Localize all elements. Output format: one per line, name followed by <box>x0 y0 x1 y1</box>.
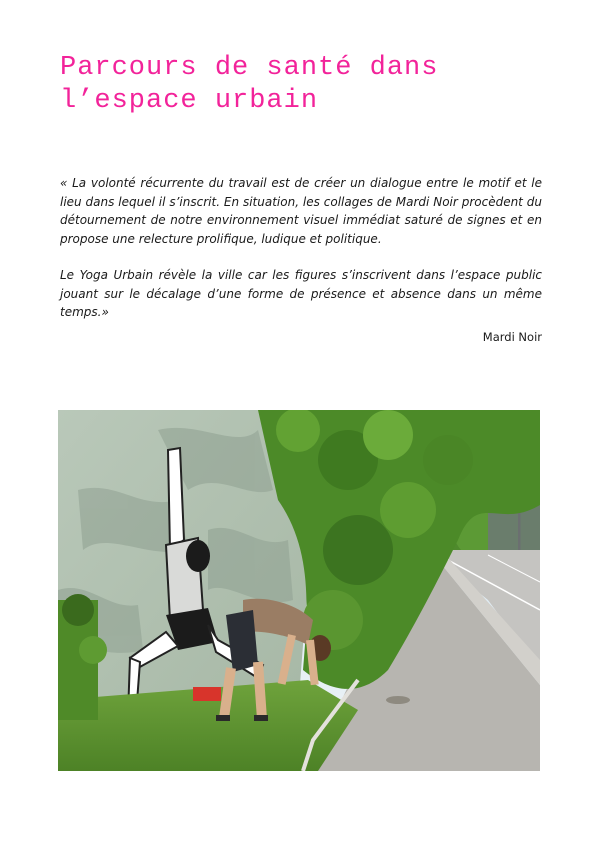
page-title <box>60 52 438 118</box>
title-line-2: l’espace urbain <box>60 86 319 116</box>
title-line-1: Parcours de santé dans <box>60 53 439 83</box>
street-art-photo <box>58 410 540 771</box>
quote-paragraph-2: Le Yoga Urbain révèle la ville car les figures s’inscrivent dans l’espace public jouant sur le décalage d’une forme de présence et absence dans un même temps.» <box>60 268 542 319</box>
quote-paragraph-1: « La volonté récurrente du travail est de créer un dialogue entre le motif et le lieu dans lequel il s’inscrit. En situation, les collages de Mardi Noir procèdent du détournement de notre environnement visuel immédiat saturé de signes et en propose une relecture prolifique, ludique et politique. <box>60 176 542 246</box>
quote-block <box>60 174 542 340</box>
quote-author: Mardi Noir <box>482 330 542 344</box>
red-crate <box>193 687 221 701</box>
